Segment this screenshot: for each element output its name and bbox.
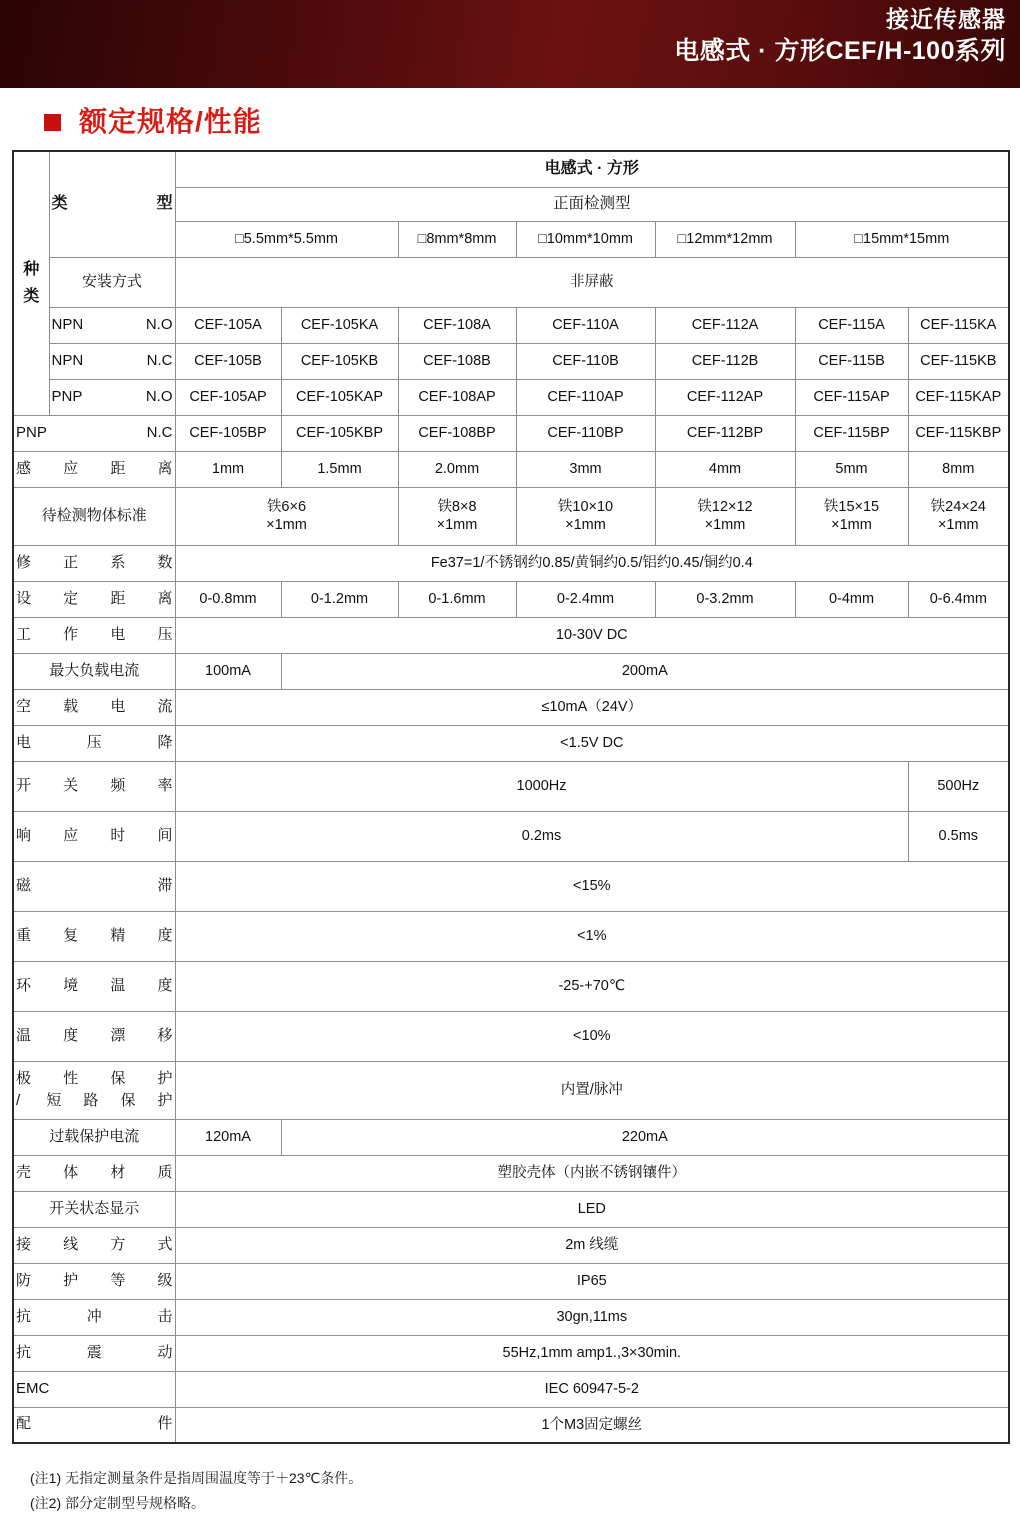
- target-standard-line2: ×1mm: [831, 517, 872, 533]
- table-row: [13, 581, 1009, 617]
- switch-status-display-value: LED: [175, 1191, 1009, 1227]
- type-label: 类型: [49, 151, 175, 257]
- voltage-drop-value: <1.5V DC: [175, 725, 1009, 761]
- row-label-switching-frequency: 开关频率: [13, 761, 175, 811]
- banner-title-group: [674, 4, 1006, 68]
- target-standard-line2: ×1mm: [565, 517, 606, 533]
- table-row: [13, 617, 1009, 653]
- model-cell: CEF-115B: [795, 343, 908, 379]
- row-label-polarity-protection: [13, 1061, 175, 1119]
- table-row: [13, 761, 1009, 811]
- header-size-5: □15mm*15mm: [795, 221, 1009, 257]
- row-label-switch-status-display: 开关状态显示: [13, 1191, 175, 1227]
- temperature-drift-value: <10%: [175, 1011, 1009, 1061]
- section-heading: [0, 88, 1020, 150]
- row-label-protection-rating: 防护等级: [13, 1263, 175, 1299]
- model-cell: CEF-105BP: [175, 415, 281, 451]
- model-cell: CEF-115A: [795, 307, 908, 343]
- response-time-left: 0.2ms: [175, 811, 908, 861]
- target-standard-cell: [516, 487, 655, 545]
- model-cell: CEF-108B: [398, 343, 516, 379]
- emc-value: IEC 60947-5-2: [175, 1371, 1009, 1407]
- target-standard-line2: ×1mm: [705, 517, 746, 533]
- model-cell: CEF-105AP: [175, 379, 281, 415]
- response-time-right: 0.5ms: [908, 811, 1009, 861]
- specifications-table: [12, 150, 1010, 1444]
- section-title: 额定规格/性能: [79, 107, 262, 137]
- row-label-ambient-temperature: 环境温度: [13, 961, 175, 1011]
- row-label-accessories: 配件: [13, 1407, 175, 1443]
- switching-frequency-right: 500Hz: [908, 761, 1009, 811]
- table-row: [13, 307, 1009, 343]
- switching-frequency-left: 1000Hz: [175, 761, 908, 811]
- no-load-current-value: ≤10mA（24V）: [175, 689, 1009, 725]
- table-row: [13, 1061, 1009, 1119]
- table-row: [13, 1407, 1009, 1443]
- row-label-sensing-distance: 感应距离: [13, 451, 175, 487]
- shock-resistance-value: 30gn,11ms: [175, 1299, 1009, 1335]
- banner-product-series: 电感式 · 方形CEF/H-100系列: [674, 34, 1006, 68]
- sensing-distance-cell: 1.5mm: [281, 451, 398, 487]
- table-row: [13, 1155, 1009, 1191]
- footnotes: [0, 1444, 1020, 1515]
- target-standard-cell: [795, 487, 908, 545]
- target-standard-line1: 铁10×10: [558, 499, 613, 515]
- row-label-setting-distance: 设定距离: [13, 581, 175, 617]
- table-row: [13, 1227, 1009, 1263]
- row-label-wiring: 接线方式: [13, 1227, 175, 1263]
- row-label-npn-no: NPN N.O: [49, 307, 175, 343]
- target-standard-line2: ×1mm: [437, 517, 478, 533]
- model-cell: CEF-115KAP: [908, 379, 1009, 415]
- polarity-protection-value: 内置/脉冲: [175, 1061, 1009, 1119]
- model-cell: CEF-115KBP: [908, 415, 1009, 451]
- header-detection-type: 正面检测型: [175, 187, 1009, 221]
- model-cell: CEF-112B: [655, 343, 795, 379]
- model-cell: CEF-115KB: [908, 343, 1009, 379]
- overload-current-rest: 220mA: [281, 1119, 1009, 1155]
- table-row: [13, 1191, 1009, 1227]
- overload-current-first: 120mA: [175, 1119, 281, 1155]
- model-cell: CEF-110BP: [516, 415, 655, 451]
- sensing-distance-cell: 4mm: [655, 451, 795, 487]
- header-main-type: 电感式 · 方形: [175, 151, 1009, 187]
- sensing-distance-cell: 2.0mm: [398, 451, 516, 487]
- model-cell: CEF-108A: [398, 307, 516, 343]
- table-row: [13, 1335, 1009, 1371]
- max-load-current-first: 100mA: [175, 653, 281, 689]
- polarity-label-line1: 极性保护: [16, 1068, 173, 1090]
- housing-material-value: 塑胶壳体（内嵌不锈钢镶件）: [175, 1155, 1009, 1191]
- wiring-value: 2m 线缆: [175, 1227, 1009, 1263]
- category-char-1: 种: [23, 256, 39, 283]
- ambient-temperature-value: -25-+70℃: [175, 961, 1009, 1011]
- category-vertical-label: [13, 151, 49, 415]
- header-size-1: □5.5mm*5.5mm: [175, 221, 398, 257]
- row-label-npn-nc: NPN N.C: [49, 343, 175, 379]
- model-cell: CEF-105KAP: [281, 379, 398, 415]
- model-cell: CEF-105KB: [281, 343, 398, 379]
- row-label-correction-factor: 修正系数: [13, 545, 175, 581]
- target-standard-cell: [398, 487, 516, 545]
- target-standard-line1: 铁6×6: [267, 499, 306, 515]
- target-standard-line2: ×1mm: [938, 517, 979, 533]
- row-label-temperature-drift: 温度漂移: [13, 1011, 175, 1061]
- row-label-operating-voltage: 工作电压: [13, 617, 175, 653]
- row-label-overload-current: 过载保护电流: [13, 1119, 175, 1155]
- category-vertical-label-text: [16, 256, 47, 310]
- row-label-target-standard: 待检测物体标准: [13, 487, 175, 545]
- square-bullet-icon: [44, 114, 61, 131]
- target-standard-cell: [175, 487, 398, 545]
- target-standard-line1: 铁15×15: [824, 499, 879, 515]
- table-row: [13, 861, 1009, 911]
- model-cell: CEF-110B: [516, 343, 655, 379]
- operating-voltage-value: 10-30V DC: [175, 617, 1009, 653]
- sensing-distance-cell: 8mm: [908, 451, 1009, 487]
- sensing-distance-cell: 1mm: [175, 451, 281, 487]
- table-row: [13, 1011, 1009, 1061]
- row-label-response-time: 响应时间: [13, 811, 175, 861]
- setting-distance-cell: 0-4mm: [795, 581, 908, 617]
- max-load-current-rest: 200mA: [281, 653, 1009, 689]
- table-row: [13, 725, 1009, 761]
- header-size-3: □10mm*10mm: [516, 221, 655, 257]
- row-label-vibration-resistance: 抗震动: [13, 1335, 175, 1371]
- setting-distance-cell: 0-6.4mm: [908, 581, 1009, 617]
- row-label-mounting: 安装方式: [49, 257, 175, 307]
- table-row: [13, 911, 1009, 961]
- polarity-label-line2: / 短路保护: [16, 1090, 173, 1112]
- spec-table-wrapper: [0, 150, 1020, 1444]
- row-label-emc: EMC: [13, 1371, 175, 1407]
- model-cell: CEF-112BP: [655, 415, 795, 451]
- table-row: [13, 1263, 1009, 1299]
- hysteresis-value: <15%: [175, 861, 1009, 911]
- setting-distance-cell: 0-0.8mm: [175, 581, 281, 617]
- page-banner: [0, 0, 1020, 88]
- table-row: [13, 151, 1009, 187]
- repeat-accuracy-value: <1%: [175, 911, 1009, 961]
- row-label-max-load-current: 最大负载电流: [13, 653, 175, 689]
- correction-factor-value: Fe37=1/不锈钢约0.85/黄铜约0.5/铝约0.45/铜约0.4: [175, 545, 1009, 581]
- model-cell: CEF-110A: [516, 307, 655, 343]
- table-row: [13, 451, 1009, 487]
- row-label-pnp-nc: PNP N.C: [13, 415, 175, 451]
- table-row: [13, 653, 1009, 689]
- target-standard-line1: 铁12×12: [697, 499, 752, 515]
- row-label-shock-resistance: 抗冲击: [13, 1299, 175, 1335]
- table-row: [13, 1299, 1009, 1335]
- setting-distance-cell: 0-1.2mm: [281, 581, 398, 617]
- mounting-value: 非屏蔽: [175, 257, 1009, 307]
- category-char-2: 类: [23, 283, 39, 310]
- target-standard-line1: 铁8×8: [437, 499, 476, 515]
- model-cell: CEF-115AP: [795, 379, 908, 415]
- model-cell: CEF-112AP: [655, 379, 795, 415]
- row-label-housing-material: 壳体材质: [13, 1155, 175, 1191]
- table-row: [13, 487, 1009, 545]
- sensing-distance-cell: 5mm: [795, 451, 908, 487]
- table-row: [13, 379, 1009, 415]
- table-row: [13, 257, 1009, 307]
- target-standard-cell: [655, 487, 795, 545]
- target-standard-line2: ×1mm: [266, 517, 307, 533]
- model-cell: CEF-115BP: [795, 415, 908, 451]
- footnote-1: (注1) 无指定测量条件是指周围温度等于＋23℃条件。: [30, 1466, 1020, 1491]
- protection-rating-value: IP65: [175, 1263, 1009, 1299]
- row-label-pnp-no: PNP N.O: [49, 379, 175, 415]
- table-row: [13, 1371, 1009, 1407]
- model-cell: CEF-112A: [655, 307, 795, 343]
- header-size-4: □12mm*12mm: [655, 221, 795, 257]
- table-row: [13, 545, 1009, 581]
- banner-product-category: 接近传感器: [674, 4, 1006, 34]
- accessories-value: 1个M3固定螺丝: [175, 1407, 1009, 1443]
- table-row: [13, 689, 1009, 725]
- setting-distance-cell: 0-3.2mm: [655, 581, 795, 617]
- vibration-resistance-value: 55Hz,1mm amp1.,3×30min.: [175, 1335, 1009, 1371]
- footnote-2: (注2) 部分定制型号规格略。: [30, 1491, 1020, 1515]
- model-cell: CEF-110AP: [516, 379, 655, 415]
- target-standard-line1: 铁24×24: [931, 499, 986, 515]
- table-row: [13, 415, 1009, 451]
- row-label-repeat-accuracy: 重复精度: [13, 911, 175, 961]
- setting-distance-cell: 0-1.6mm: [398, 581, 516, 617]
- model-cell: CEF-105B: [175, 343, 281, 379]
- target-standard-cell: [908, 487, 1009, 545]
- row-label-no-load-current: 空载电流: [13, 689, 175, 725]
- model-cell: CEF-108BP: [398, 415, 516, 451]
- model-cell: CEF-115KA: [908, 307, 1009, 343]
- table-row: [13, 961, 1009, 1011]
- header-size-2: □8mm*8mm: [398, 221, 516, 257]
- row-label-hysteresis: 磁滞: [13, 861, 175, 911]
- model-cell: CEF-105KA: [281, 307, 398, 343]
- table-row: [13, 1119, 1009, 1155]
- model-cell: CEF-108AP: [398, 379, 516, 415]
- setting-distance-cell: 0-2.4mm: [516, 581, 655, 617]
- model-cell: CEF-105KBP: [281, 415, 398, 451]
- sensing-distance-cell: 3mm: [516, 451, 655, 487]
- row-label-voltage-drop: 电压降: [13, 725, 175, 761]
- model-cell: CEF-105A: [175, 307, 281, 343]
- table-row: [13, 811, 1009, 861]
- table-row: [13, 343, 1009, 379]
